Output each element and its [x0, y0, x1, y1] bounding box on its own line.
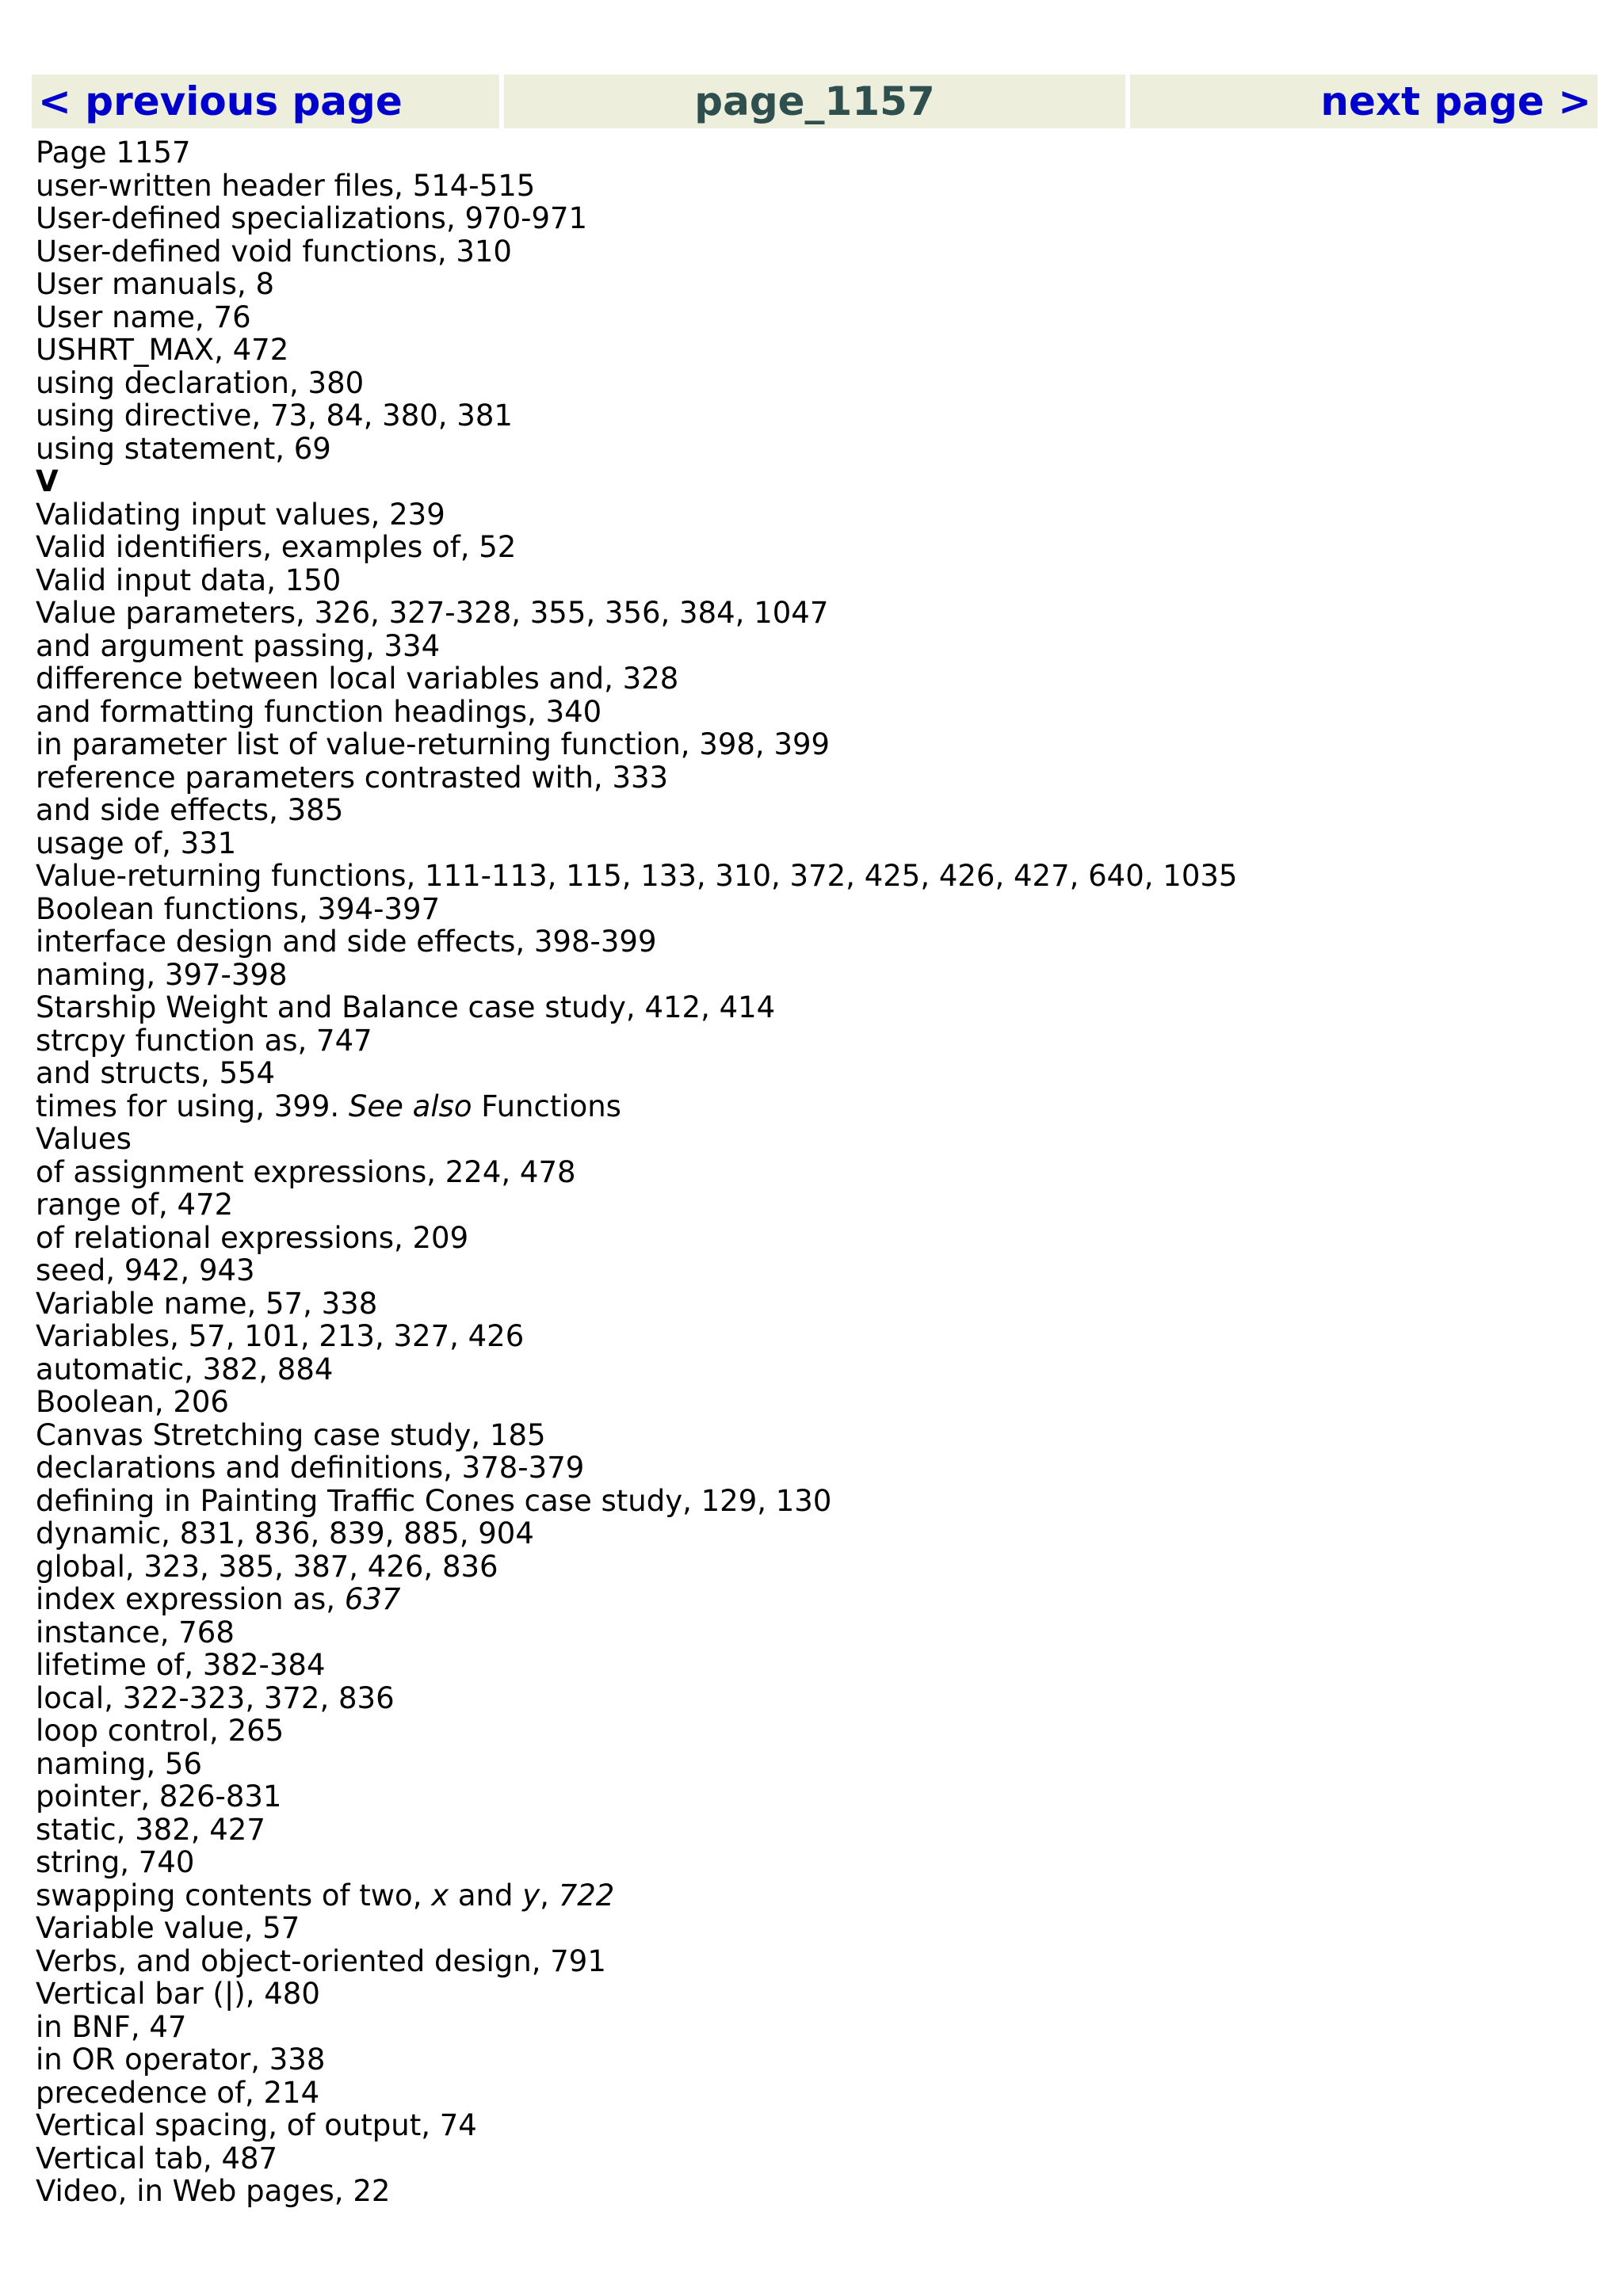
italic-text: x — [431, 1878, 449, 1913]
index-entry — [36, 1879, 1589, 1913]
index-entry: and formatting function headings, 340 — [36, 694, 602, 729]
italic-text: 722 — [558, 1878, 615, 1913]
entry-text: index expression as, — [36, 1582, 345, 1616]
entry-text: Functions — [472, 1089, 621, 1123]
index-entry: usage of, 331 — [36, 826, 237, 860]
index-entry: naming, 397-398 — [36, 957, 288, 992]
index-entry: defining in Painting Traffic Cones case study, 129, 130 — [36, 1483, 832, 1518]
next-page-cell — [1130, 74, 1598, 128]
index-entry: Valid identifiers, examples of, 52 — [36, 530, 517, 564]
italic-text: y — [522, 1878, 540, 1913]
index-entry: declarations and definitions, 378-379 — [36, 1451, 585, 1485]
index-entry: Values — [36, 1122, 132, 1156]
index-entry: static, 382, 427 — [36, 1812, 265, 1847]
page-navigation — [32, 74, 1598, 128]
index-entry: in parameter list of value-returning function, 398, 399 — [36, 727, 831, 761]
previous-page-link[interactable]: < previous page — [38, 78, 403, 124]
index-entry: Canvas Stretching case study, 185 — [36, 1417, 546, 1452]
index-entry: pointer, 826-831 — [36, 1779, 282, 1814]
index-entry: reference parameters contrasted with, 333 — [36, 760, 669, 795]
index-entry: Variable value, 57 — [36, 1911, 300, 1945]
index-entry: Vertical tab, 487 — [36, 2141, 278, 2176]
index-entry: precedence of, 214 — [36, 2075, 320, 2110]
index-entry: USHRT_MAX, 472 — [36, 333, 289, 367]
index-entry: using declaration, 380 — [36, 365, 365, 400]
index-entry: Validating input values, 239 — [36, 497, 445, 532]
page-title: page_1157 — [504, 74, 1125, 128]
index-entry: range of, 472 — [36, 1188, 234, 1222]
index-entry: using statement, 69 — [36, 431, 331, 466]
index-entry: using directive, 73, 84, 380, 381 — [36, 399, 513, 433]
index-content — [36, 136, 1589, 2208]
index-entry: naming, 56 — [36, 1746, 202, 1781]
italic-text: See also — [348, 1089, 472, 1123]
index-entry: Value parameters, 326, 327-328, 355, 356, 384, 1047 — [36, 596, 829, 630]
index-entry: Variable name, 57, 338 — [36, 1286, 378, 1321]
index-entry: strcpy function as, 747 — [36, 1023, 372, 1058]
index-entry: Video, in Web pages, 22 — [36, 2174, 391, 2208]
index-entry: local, 322-323, 372, 836 — [36, 1680, 395, 1715]
index-entry: Valid input data, 150 — [36, 563, 342, 597]
index-entries — [36, 170, 1589, 2208]
index-entry: string, 740 — [36, 1845, 195, 1879]
index-entry: seed, 942, 943 — [36, 1253, 255, 1287]
index-entry: in BNF, 47 — [36, 2009, 187, 2044]
index-entry: loop control, 265 — [36, 1714, 285, 1748]
index-entry: Starship Weight and Balance case study, 412, 414 — [36, 990, 776, 1024]
index-entry: in OR operator, 338 — [36, 2042, 326, 2077]
index-entry: instance, 768 — [36, 1615, 235, 1650]
index-entry: User manuals, 8 — [36, 267, 275, 301]
index-entry: User name, 76 — [36, 299, 251, 334]
index-entry: of assignment expressions, 224, 478 — [36, 1154, 576, 1189]
index-entry: automatic, 382, 884 — [36, 1352, 334, 1386]
index-entry: and argument passing, 334 — [36, 628, 441, 663]
index-entry: difference between local variables and, 328 — [36, 662, 679, 696]
index-entry: User-defined void functions, 310 — [36, 234, 512, 269]
index-entry: lifetime of, 382-384 — [36, 1648, 326, 1682]
entry-text: and — [449, 1878, 523, 1913]
index-entry: global, 323, 385, 387, 426, 836 — [36, 1549, 498, 1584]
entry-text: , — [540, 1878, 559, 1913]
index-entry: user-written header files, 514-515 — [36, 168, 536, 203]
index-entry — [36, 1583, 1589, 1616]
italic-text: 637 — [344, 1582, 401, 1616]
next-page-link[interactable]: next page > — [1320, 78, 1591, 124]
index-entry: Value-returning functions, 111-113, 115, 133, 310, 372, 425, 426, 427, 640, 1035 — [36, 859, 1238, 893]
index-entry: and structs, 554 — [36, 1056, 276, 1090]
index-entry — [36, 1090, 1589, 1123]
index-entry: Verbs, and object-oriented design, 791 — [36, 1943, 606, 1978]
entry-text: times for using, 399. — [36, 1089, 349, 1123]
index-entry: Variables, 57, 101, 213, 327, 426 — [36, 1319, 525, 1353]
previous-page-cell — [32, 74, 499, 128]
page-label: Page 1157 — [36, 135, 191, 170]
index-entry: User-defined specializations, 970-971 — [36, 201, 588, 235]
index-entry: of relational expressions, 209 — [36, 1220, 469, 1255]
index-entry: dynamic, 831, 836, 839, 885, 904 — [36, 1516, 534, 1550]
index-entry: Boolean functions, 394-397 — [36, 891, 441, 926]
index-entry: and side effects, 385 — [36, 793, 344, 827]
index-entry: interface design and side effects, 398-399 — [36, 925, 657, 959]
index-entry: Vertical spacing, of output, 74 — [36, 2108, 477, 2142]
entry-text: swapping contents of two, — [36, 1878, 432, 1913]
index-entry: Boolean, 206 — [36, 1385, 229, 1419]
section-letter-heading: V — [36, 464, 59, 498]
index-entry: Vertical bar (|), 480 — [36, 1977, 320, 2011]
